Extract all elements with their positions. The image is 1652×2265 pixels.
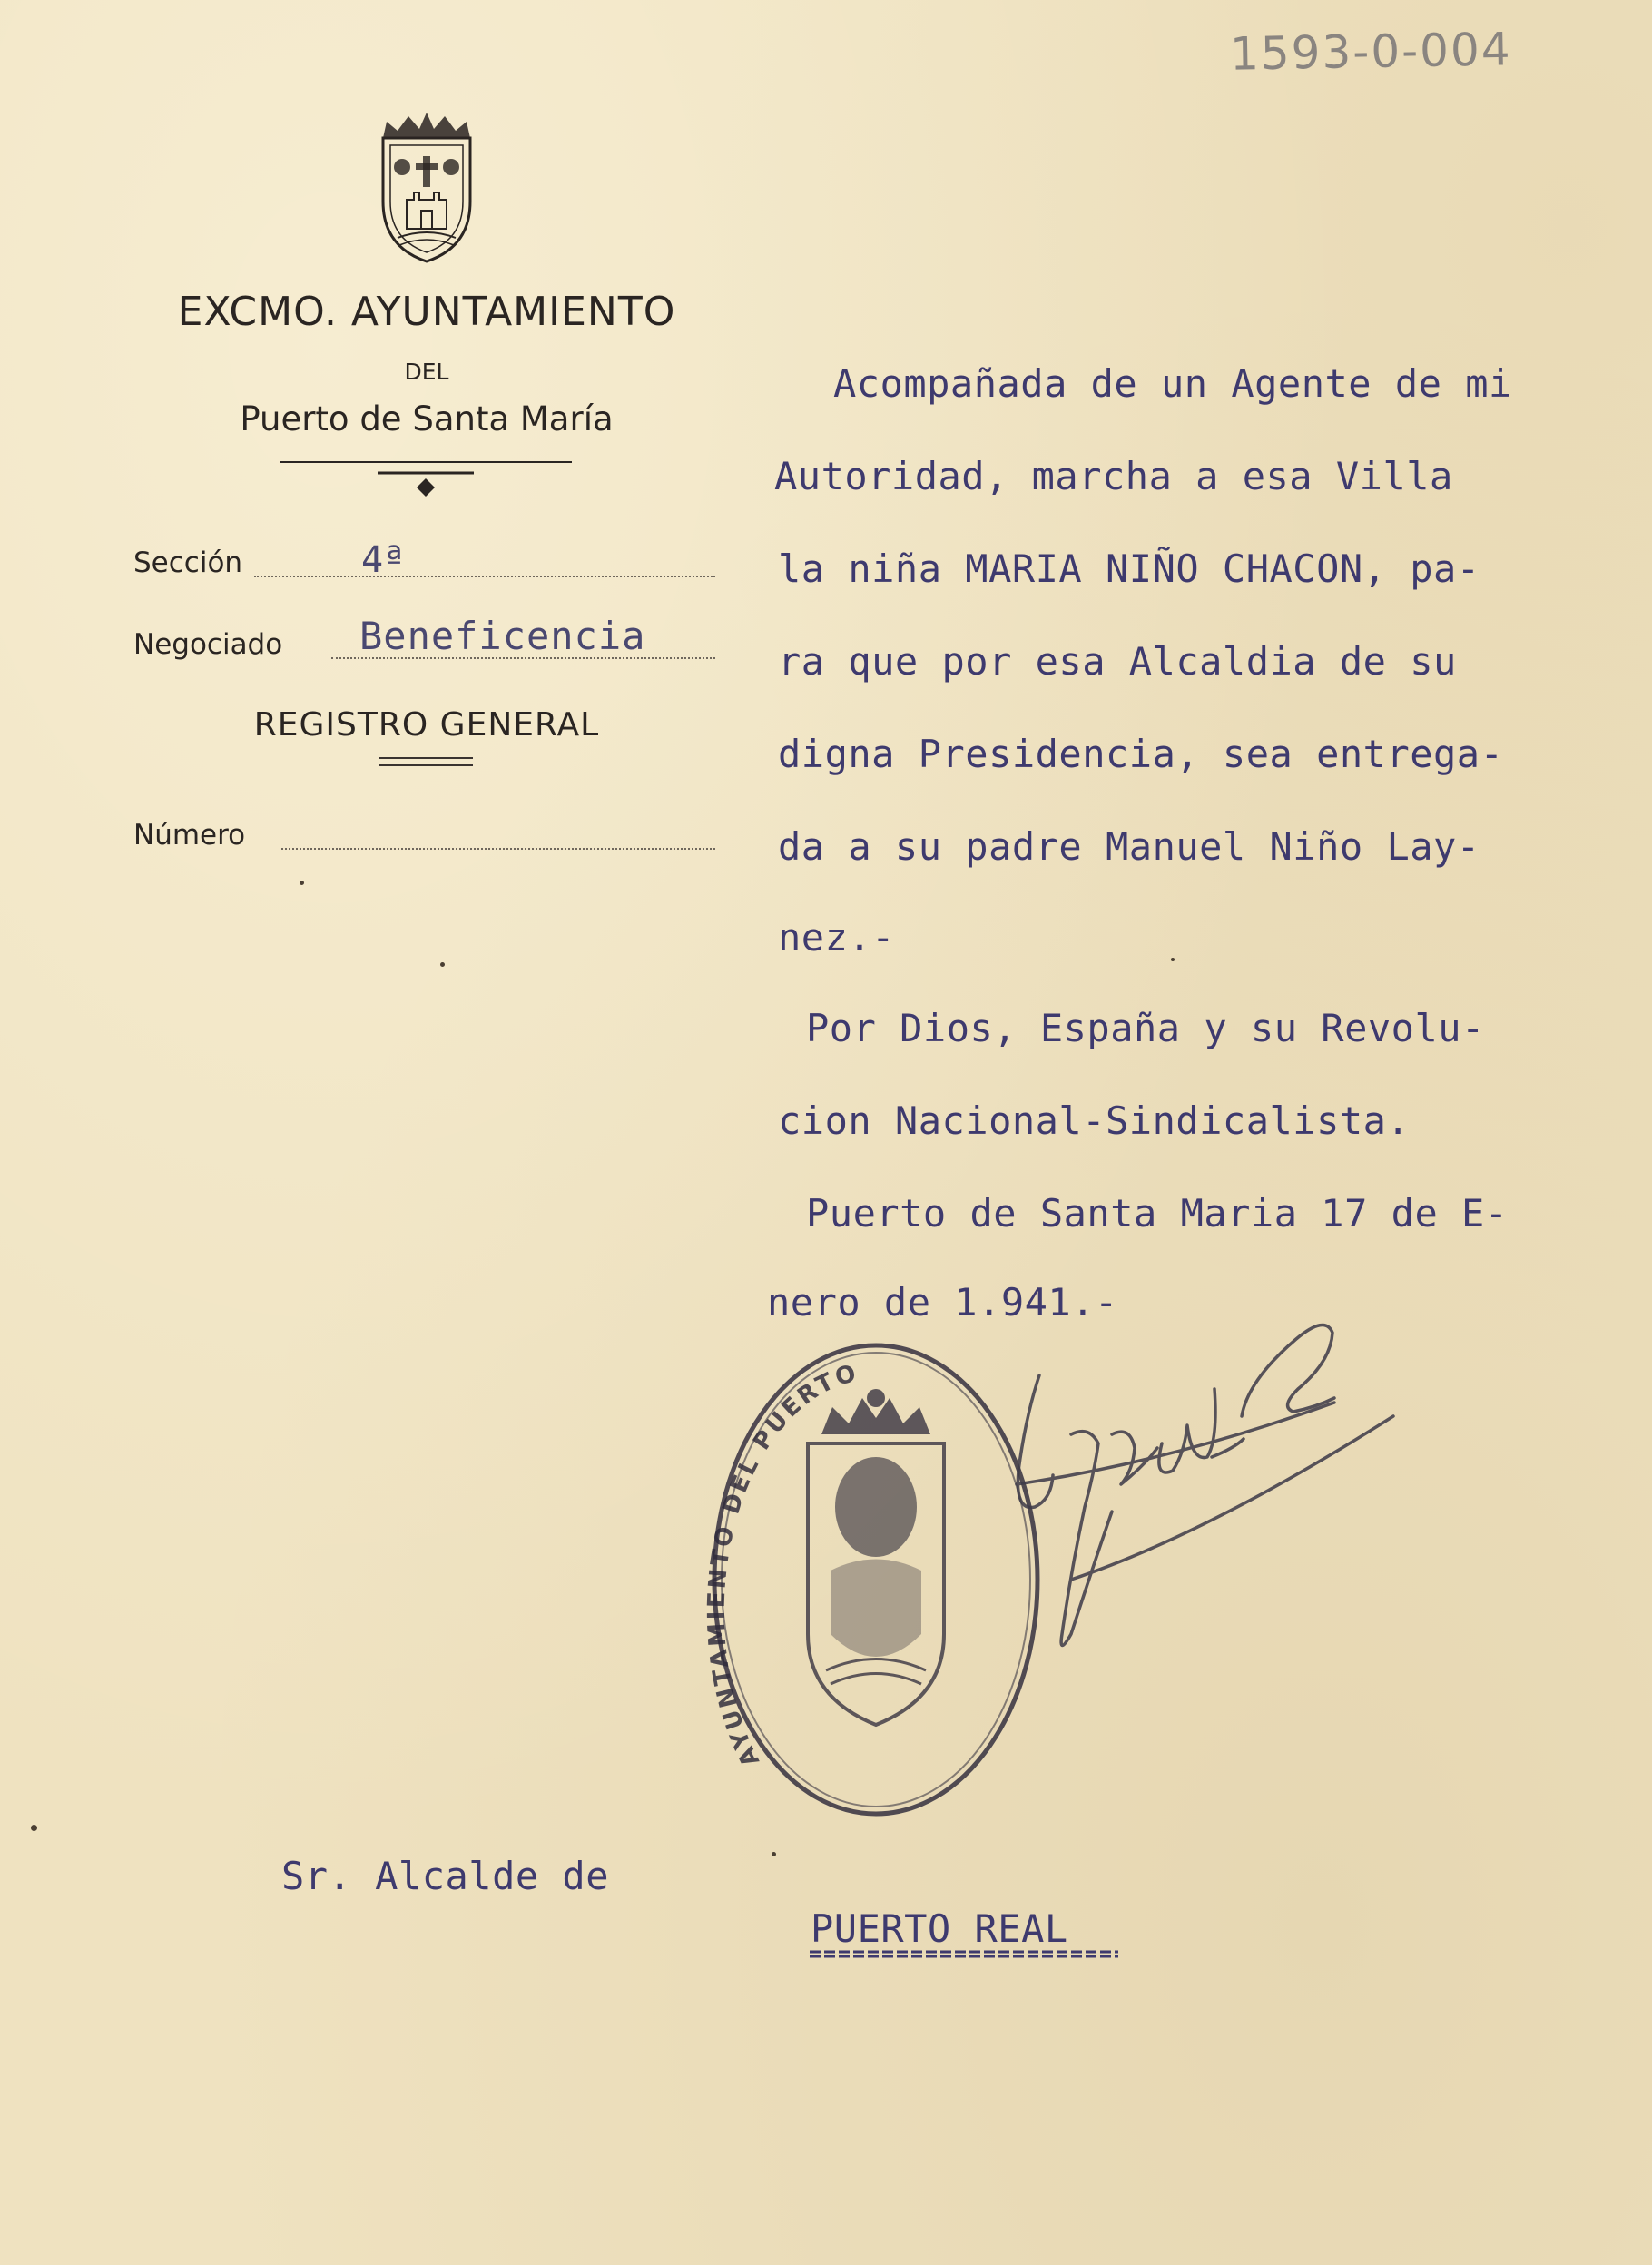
registro-rule-top [379,757,473,759]
body-line: cion Nacional-Sindicalista. [778,1098,1411,1143]
body-line: digna Presidencia, sea entrega- [778,732,1504,776]
paper-speck [31,1825,37,1831]
body-line: la niña MARIA NIÑO CHACON, pa- [778,547,1480,591]
addressee-destination: PUERTO REAL [811,1906,1068,1951]
body-line: Autoridad, marcha a esa Villa [774,454,1453,498]
signature [935,1289,1443,1743]
seccion-dotline [254,576,715,577]
addressee-label: Sr. Alcalde de [281,1854,610,1898]
coat-of-arms-icon [370,111,483,265]
body-line: Acompañada de un Agente de mi [833,361,1512,406]
paper-speck [1171,958,1175,961]
body-line: da a su padre Manuel Niño Lay- [778,824,1480,869]
seccion-value: 4ª [361,539,406,581]
registro-rule-bottom [379,764,473,766]
registro-general-heading: REGISTRO GENERAL [253,706,600,744]
body-line: Puerto de Santa Maria 17 de E- [806,1191,1509,1236]
negociado-label: Negociado [133,628,283,661]
archive-code: 1593-0-004 [1229,23,1513,81]
numero-dotline [281,848,715,850]
numero-label: Número [133,819,246,852]
body-line: Por Dios, España y su Revolu- [806,1006,1485,1050]
letterhead-ornament [280,458,572,500]
letterhead-del: DEL [404,359,449,385]
body-line: nero de 1.941.- [767,1280,1118,1325]
paper-speck [772,1852,776,1856]
body-line: nez.- [778,915,895,960]
negociado-value: Beneficencia [359,614,646,658]
stamp-text: AYUNTAMIENTO DEL PUERTO [703,1359,862,1771]
body-line: ra que por esa Alcaldia de su [778,639,1457,684]
destination-underline [810,1950,1118,1958]
seccion-label: Sección [133,547,243,579]
letterhead-city: Puerto de Santa María [240,399,614,438]
paper-speck [440,962,445,967]
paper-speck [300,881,304,885]
letterhead-title: EXCMO. AYUNTAMIENTO [177,289,676,335]
